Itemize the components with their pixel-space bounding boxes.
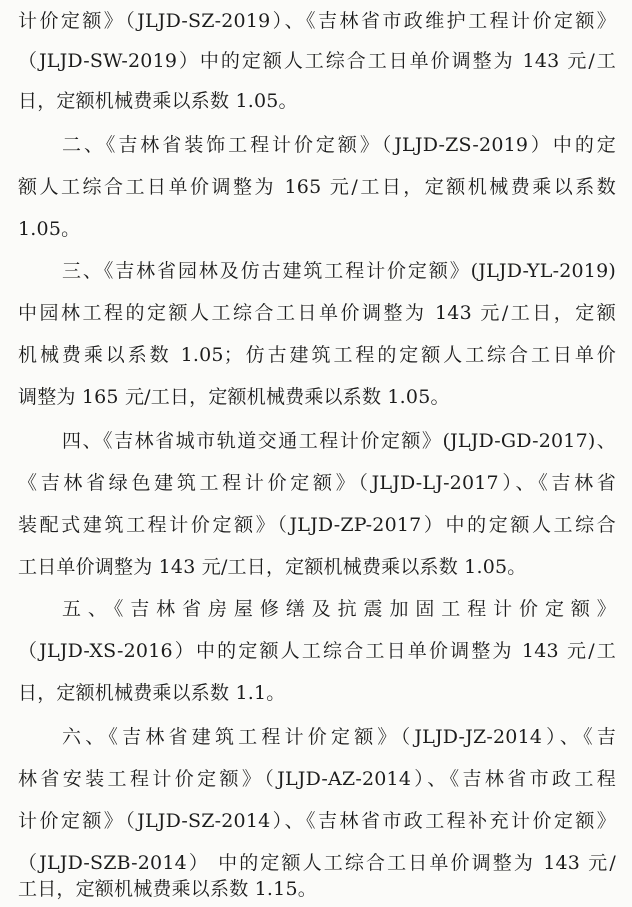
text-line-7: 三、《吉林省园林及仿古建筑工程计价定额》(JLJD-YL-2019) xyxy=(62,260,616,282)
text-line-10: 调整为 165 元/工日，定额机械费乘以系数 1.05。 xyxy=(18,386,450,408)
text-line-16: （JLJD-XS-2016）中的定额人工综合工日单价调整为 143 元/工 xyxy=(18,640,616,662)
text-line-19: 林省安装工程计价定额》（JLJD-AZ-2014）、《吉林省市政工程 xyxy=(18,768,616,790)
text-line-5: 额人工综合工日单价调整为 165 元/工日，定额机械费乘以系数 xyxy=(18,176,616,198)
text-line-14: 工日单价调整为 143 元/工日，定额机械费乘以系数 1.05。 xyxy=(18,556,527,578)
text-line-20: 计价定额》（JLJD-SZ-2014）、《吉林省市政工程补充计价定额》 xyxy=(18,810,616,832)
text-line-4: 二、《吉林省装饰工程计价定额》（JLJD-ZS-2019）中的定 xyxy=(62,134,616,156)
text-line-21: （JLJD-SZB-2014） 中的定额人工综合工日单价调整为 143 元/ xyxy=(18,852,616,874)
text-line-8: 中园林工程的定额人工综合工日单价调整为 143 元/工日，定额 xyxy=(18,302,616,324)
text-line-6: 1.05。 xyxy=(18,218,81,240)
text-line-15: 五、《吉林省房屋修缮及抗震加固工程计价定额》 xyxy=(62,598,616,620)
text-line-12: 《吉林省绿色建筑工程计价定额》（JLJD-LJ-2017）、《吉林省 xyxy=(18,472,616,494)
text-line-18: 六、《吉林省建筑工程计价定额》（JLJD-JZ-2014）、《吉 xyxy=(62,726,616,748)
text-line-22: 工日，定额机械费乘以系数 1.15。 xyxy=(18,878,317,900)
text-line-9: 机械费乘以系数 1.05；仿古建筑工程的定额人工综合工日单价 xyxy=(18,344,616,366)
text-line-11: 四、《吉林省城市轨道交通工程计价定额》(JLJD-GD-2017)、 xyxy=(62,430,616,452)
text-line-3: 日，定额机械费乘以系数 1.05。 xyxy=(18,90,298,112)
text-line-13: 装配式建筑工程计价定额》（JLJD-ZP-2017）中的定额人工综合 xyxy=(18,514,616,536)
text-line-2: （JLJD-SW-2019）中的定额人工综合工日单价调整为 143 元/工 xyxy=(18,50,616,72)
text-line-1: 计价定额》（JLJD-SZ-2019）、《吉林省市政维护工程计价定额》 xyxy=(18,10,616,32)
text-line-17: 日，定额机械费乘以系数 1.1。 xyxy=(18,682,286,704)
